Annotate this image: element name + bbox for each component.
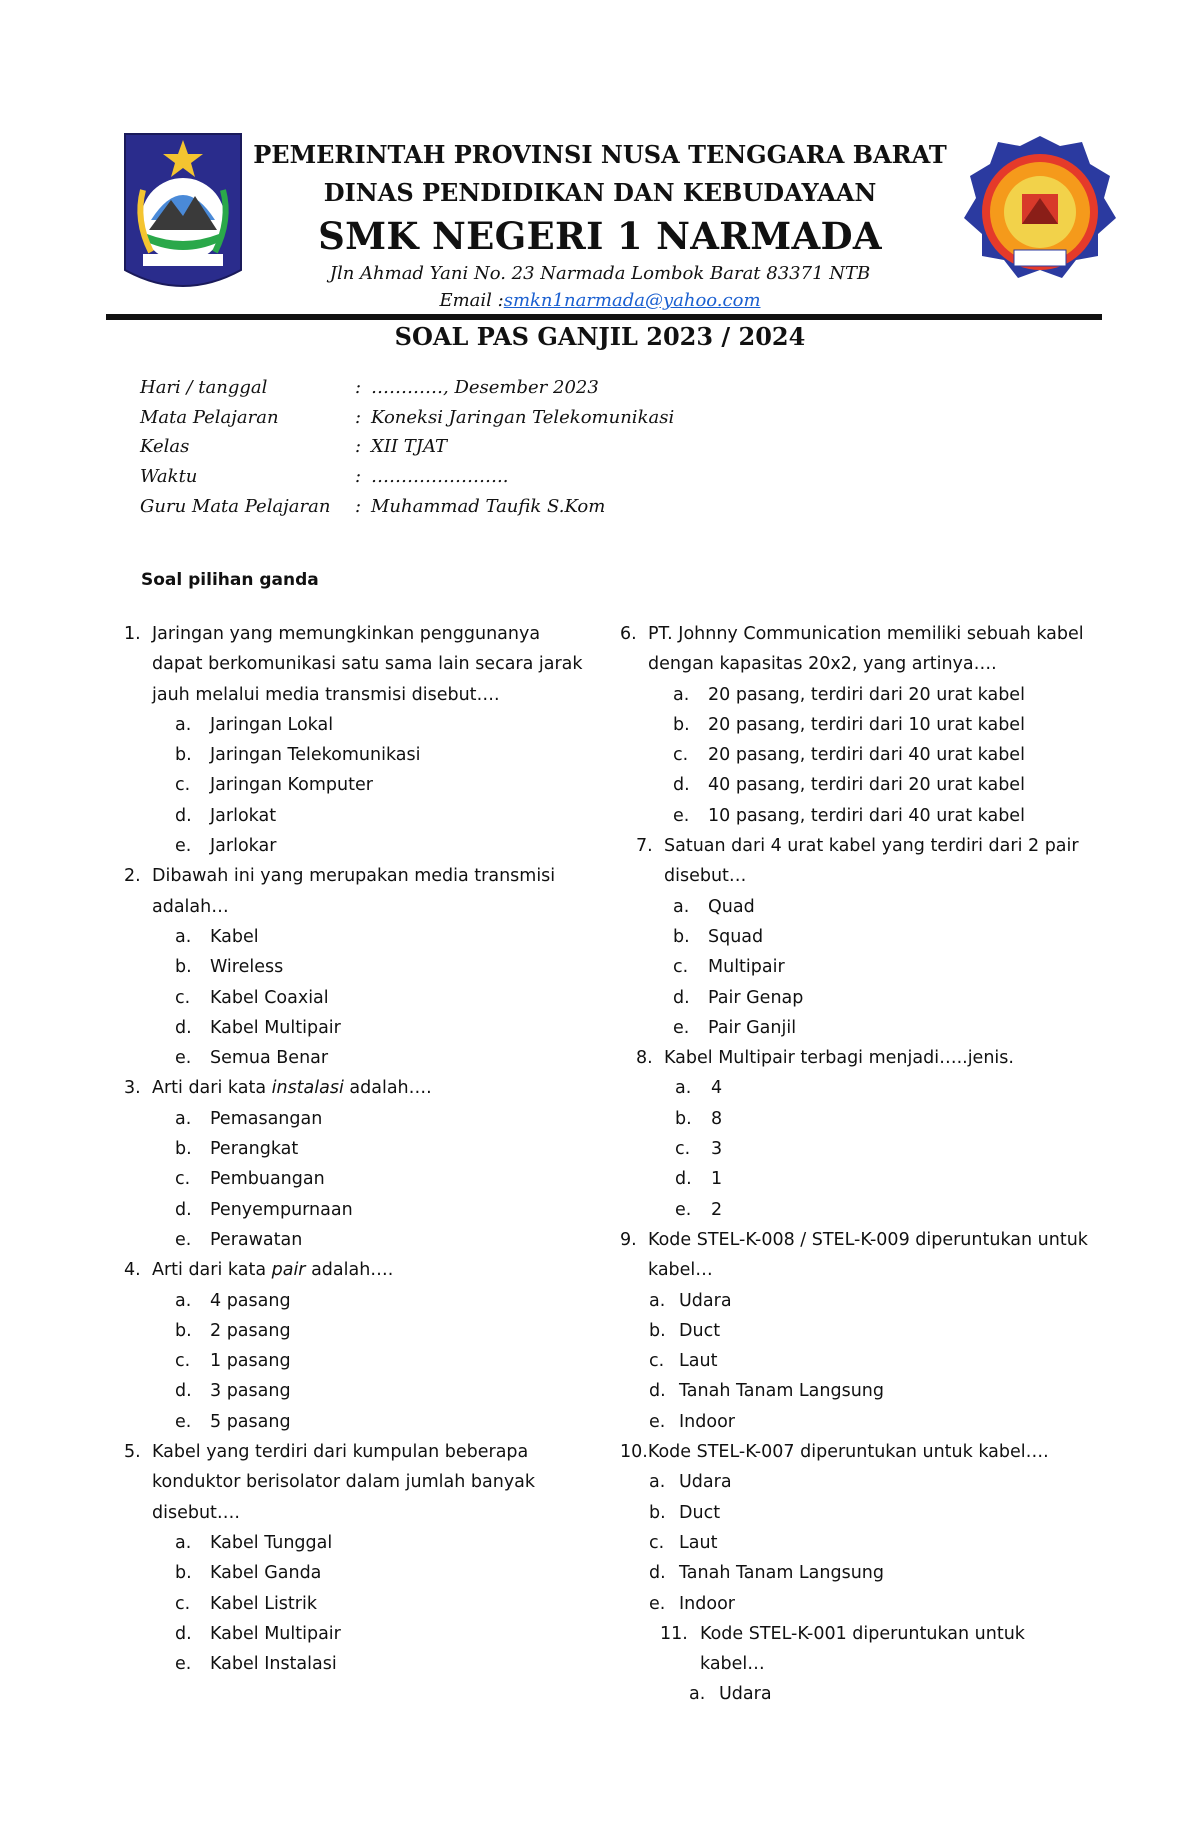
school-address: Jln Ahmad Yani No. 23 Narmada Lombok Barat 83371 NTB [329, 263, 871, 284]
info-row [140, 462, 674, 492]
option-text: Kabel [210, 926, 259, 947]
option-letter: c. [175, 1593, 191, 1614]
answer-option[interactable] [124, 740, 584, 770]
option-letter: d. [175, 1623, 192, 1644]
option-letter: a. [175, 926, 192, 947]
answer-option[interactable] [636, 892, 1090, 922]
question-number: 3. [124, 1078, 141, 1099]
option-letter: b. [673, 926, 690, 947]
answer-option[interactable] [620, 1316, 1090, 1346]
question-number: 1. [124, 624, 141, 644]
answer-option[interactable] [636, 1104, 1090, 1134]
answer-option[interactable] [124, 831, 584, 861]
question-1 [124, 619, 584, 710]
answer-option[interactable] [636, 952, 1090, 982]
option-letter: e. [175, 1411, 192, 1432]
answer-option[interactable] [124, 1286, 584, 1316]
option-letter: b. [675, 1108, 692, 1129]
option-letter: a. [649, 1290, 666, 1311]
school-email-line [0, 290, 1200, 311]
answer-option[interactable] [124, 1528, 584, 1558]
option-letter: c. [175, 775, 191, 796]
info-label: Hari / tanggal [140, 377, 268, 399]
option-letter: d. [175, 1381, 192, 1402]
answer-option[interactable] [636, 922, 1090, 952]
option-text: 20 pasang, terdiri dari 20 urat kabel [708, 684, 1025, 705]
option-letter: d. [649, 1563, 666, 1584]
answer-option[interactable] [124, 1225, 584, 1255]
option-letter: b. [175, 957, 192, 978]
answer-option[interactable] [636, 983, 1090, 1013]
info-value: XII TJAT [371, 436, 447, 458]
question-text-pre: Arti dari kata [152, 1078, 272, 1099]
info-value: …………, Desember 2023 [371, 377, 599, 399]
answer-option[interactable] [636, 1164, 1090, 1194]
info-row [140, 491, 674, 521]
answer-option[interactable] [124, 1134, 584, 1164]
option-text: Udara [719, 1684, 772, 1705]
header-department-line: DINAS PENDIDIKAN DAN KEBUDAYAAN [323, 178, 877, 207]
option-text: Squad [708, 926, 764, 947]
option-letter: d. [175, 805, 192, 826]
option-text: Wireless [210, 957, 284, 978]
option-letter: a. [673, 896, 690, 917]
answer-option[interactable] [124, 801, 584, 831]
option-letter: c. [649, 1532, 665, 1553]
answer-option[interactable] [620, 1407, 1090, 1437]
info-colon: : [355, 495, 362, 517]
info-label: Guru Mata Pelajaran [140, 495, 331, 517]
option-text: 20 pasang, terdiri dari 10 urat kabel [708, 714, 1025, 735]
option-text: Quad [708, 896, 755, 917]
answer-option[interactable] [620, 1286, 1090, 1316]
question-number: 10. [620, 1442, 648, 1463]
option-text: Tanah Tanam Langsung [679, 1381, 885, 1402]
answer-option[interactable] [636, 1134, 1090, 1164]
question-number: 8. [636, 1048, 653, 1069]
answer-option[interactable] [620, 1498, 1090, 1528]
option-letter: c. [175, 1169, 191, 1190]
option-text: Kabel Coaxial [210, 987, 329, 1008]
option-text: Kabel Multipair [210, 1623, 341, 1644]
option-letter: d. [175, 1017, 192, 1038]
question-number: 2. [124, 866, 141, 887]
info-value: Muhammad Taufik S.Kom [371, 495, 606, 517]
answer-option[interactable] [124, 922, 584, 952]
question-number: 7. [636, 836, 653, 857]
option-letter: b. [673, 714, 690, 735]
option-text: Laut [679, 1532, 718, 1553]
section-title: Soal pilihan ganda [141, 570, 319, 590]
answer-option[interactable] [636, 1013, 1090, 1043]
option-text: 20 pasang, terdiri dari 40 urat kabel [708, 745, 1025, 766]
answer-option[interactable] [620, 710, 1090, 740]
answer-option[interactable] [124, 1407, 584, 1437]
option-letter: e. [675, 1199, 692, 1220]
option-letter: a. [689, 1684, 706, 1705]
answer-option[interactable] [124, 1316, 584, 1346]
answer-option[interactable] [620, 1467, 1090, 1497]
option-text: Pair Genap [708, 987, 804, 1008]
option-letter: c. [175, 987, 191, 1008]
option-letter: e. [175, 1229, 192, 1250]
info-row [140, 403, 674, 433]
option-letter: e. [649, 1411, 666, 1432]
option-text: Kabel Multipair [210, 1017, 341, 1038]
option-text: Udara [679, 1290, 732, 1311]
exam-info-table [140, 373, 674, 521]
option-text: Indoor [679, 1411, 735, 1432]
exam-title: SOAL PAS GANJIL 2023 / 2024 [394, 322, 806, 351]
question-6 [620, 619, 1090, 680]
option-letter: d. [675, 1169, 692, 1190]
answer-option[interactable] [124, 1619, 584, 1649]
option-text: 1 [711, 1169, 723, 1190]
answer-option[interactable] [124, 983, 584, 1013]
info-row [140, 373, 674, 403]
answer-option[interactable] [620, 1346, 1090, 1376]
option-text: 2 pasang [210, 1320, 291, 1341]
answer-option[interactable] [620, 770, 1090, 800]
option-letter: e. [649, 1593, 666, 1614]
option-text: 40 pasang, terdiri dari 20 urat kabel [708, 775, 1025, 796]
option-text: 2 [711, 1199, 723, 1220]
info-label: Kelas [140, 436, 190, 458]
email-label: Email : [439, 290, 504, 311]
option-text: 1 pasang [210, 1351, 291, 1372]
question-text: Kabel Multipair terbagi menjadi…..jenis. [664, 1048, 1014, 1069]
email-link[interactable]: smkn1narmada@yahoo.com [503, 290, 761, 311]
option-text: Duct [679, 1502, 721, 1523]
option-letter: a. [175, 1532, 192, 1553]
option-letter: d. [673, 775, 690, 796]
answer-option[interactable] [620, 1589, 1090, 1619]
info-label: Mata Pelajaran [140, 406, 279, 428]
school-name: SMK NEGERI 1 NARMADA [318, 214, 882, 258]
option-letter: b. [175, 1320, 192, 1341]
option-letter: e. [673, 1017, 690, 1038]
option-text: Pemasangan [210, 1108, 323, 1129]
question-number: 6. [620, 624, 637, 644]
question-text: Satuan dari 4 urat kabel yang terdiri dari 2 pair disebut… [664, 836, 1079, 887]
info-value: Koneksi Jaringan Telekomunikasi [371, 406, 675, 428]
option-text: 10 pasang, terdiri dari 40 urat kabel [708, 805, 1025, 826]
header-government-line: PEMERINTAH PROVINSI NUSA TENGGARA BARAT [253, 140, 947, 169]
question-text: Jaringan yang memungkinkan penggunanya dapat berkomunikasi satu sama lain secara jarak jauh melalui media transmisi disebut…. [152, 624, 583, 705]
question-text-post: adalah…. [343, 1078, 432, 1099]
option-text: Penyempurnaan [210, 1199, 353, 1220]
question-4 [124, 1255, 584, 1285]
option-text: Pair Ganjil [708, 1017, 797, 1038]
question-text-post: adalah…. [305, 1260, 394, 1281]
answer-option[interactable] [620, 680, 1090, 710]
info-colon: : [355, 406, 362, 428]
question-2 [124, 861, 584, 922]
option-text: 5 pasang [210, 1411, 291, 1432]
answer-option[interactable] [124, 1589, 584, 1619]
option-letter: a. [675, 1078, 692, 1099]
answer-option[interactable] [124, 710, 584, 740]
option-letter: a. [175, 1290, 192, 1311]
answer-option[interactable] [124, 952, 584, 982]
question-10 [620, 1437, 1090, 1467]
option-text: Duct [679, 1320, 721, 1341]
question-9 [620, 1225, 1090, 1286]
answer-option[interactable] [620, 1376, 1090, 1406]
question-number: 11. [660, 1623, 688, 1644]
option-text: 3 pasang [210, 1381, 291, 1402]
question-3 [124, 1073, 584, 1103]
question-text-pre: Arti dari kata [152, 1260, 272, 1281]
option-text: Laut [679, 1351, 718, 1372]
option-letter: c. [175, 1351, 191, 1372]
question-text: Kabel yang terdiri dari kumpulan beberapa konduktor berisolator dalam jumlah banyak disebut…. [152, 1442, 536, 1523]
question-number: 4. [124, 1260, 141, 1281]
option-letter: d. [649, 1381, 666, 1402]
question-column-right [620, 619, 1090, 1710]
option-text: Semua Benar [210, 1048, 329, 1069]
option-text: Udara [679, 1472, 732, 1493]
option-letter: e. [175, 836, 192, 857]
option-letter: b. [649, 1502, 666, 1523]
option-letter: a. [649, 1472, 666, 1493]
option-text: Jaringan Telekomunikasi [210, 745, 421, 766]
question-text: Dibawah ini yang merupakan media transmisi adalah… [152, 866, 556, 917]
answer-option[interactable] [124, 1043, 584, 1073]
option-text: Jaringan Lokal [210, 714, 334, 735]
option-letter: e. [175, 1048, 192, 1069]
option-letter: b. [175, 745, 192, 766]
option-text: Pembuangan [210, 1169, 325, 1190]
question-8 [636, 1043, 1090, 1073]
option-letter: c. [675, 1139, 691, 1160]
option-text: 3 [711, 1139, 723, 1160]
answer-option[interactable] [620, 1558, 1090, 1588]
option-text: 4 [711, 1078, 723, 1099]
question-term: pair [271, 1260, 306, 1281]
option-letter: b. [175, 1563, 192, 1584]
answer-option[interactable] [124, 770, 584, 800]
option-text: Kabel Instalasi [210, 1654, 337, 1675]
info-row [140, 432, 674, 462]
info-label: Waktu [140, 466, 198, 488]
option-text: Perangkat [210, 1139, 299, 1160]
answer-option[interactable] [124, 1346, 584, 1376]
option-text: Kabel Tunggal [210, 1532, 333, 1553]
option-text: Jarlokar [210, 836, 277, 857]
question-7 [636, 831, 1090, 892]
option-text: Kabel Ganda [210, 1563, 322, 1584]
option-text: Perawatan [210, 1229, 303, 1250]
question-text: Kode STEL-K-001 diperuntukan untuk kabel… [700, 1623, 1025, 1675]
option-letter: c. [649, 1351, 665, 1372]
option-letter: d. [175, 1199, 192, 1220]
option-letter: d. [673, 987, 690, 1008]
option-letter: a. [175, 1108, 192, 1129]
answer-option[interactable] [124, 1013, 584, 1043]
option-letter: c. [673, 957, 689, 978]
answer-option[interactable] [620, 740, 1090, 770]
header-divider [106, 314, 1102, 320]
option-letter: b. [175, 1139, 192, 1160]
option-text: 8 [711, 1108, 723, 1129]
info-colon: : [355, 377, 362, 399]
question-5 [124, 1437, 584, 1528]
option-letter: c. [673, 745, 689, 766]
option-letter: e. [673, 805, 690, 826]
option-text: 4 pasang [210, 1290, 291, 1311]
question-text: Kode STEL-K-008 / STEL-K-009 diperuntukan untuk kabel… [648, 1229, 1088, 1281]
answer-option[interactable] [660, 1679, 1090, 1709]
info-colon: : [355, 436, 362, 458]
option-letter: a. [175, 714, 192, 735]
question-text: Kode STEL-K-007 diperuntukan untuk kabel…. [647, 1442, 1049, 1463]
answer-option[interactable] [124, 1195, 584, 1225]
question-number: 9. [620, 1229, 637, 1250]
answer-option[interactable] [636, 1073, 1090, 1103]
option-letter: b. [649, 1320, 666, 1341]
option-text: Multipair [708, 957, 785, 978]
option-letter: a. [673, 684, 690, 705]
answer-option[interactable] [124, 1649, 584, 1679]
question-term: instalasi [271, 1078, 344, 1099]
answer-option[interactable] [620, 801, 1090, 831]
info-value: ………………….. [371, 466, 509, 488]
option-text: Jaringan Komputer [210, 775, 373, 796]
option-text: Kabel Listrik [210, 1593, 317, 1614]
question-number: 5. [124, 1442, 141, 1463]
info-colon: : [355, 466, 362, 488]
answer-option[interactable] [124, 1376, 584, 1406]
question-11 [660, 1619, 1090, 1680]
option-text: Jarlokat [210, 805, 277, 826]
option-text: Indoor [679, 1593, 735, 1614]
question-text: PT. Johnny Communication memiliki sebuah kabel dengan kapasitas 20x2, yang artinya…. [648, 624, 1084, 675]
answer-option[interactable] [620, 1528, 1090, 1558]
option-text: Tanah Tanam Langsung [679, 1563, 885, 1584]
answer-option[interactable] [636, 1195, 1090, 1225]
answer-option[interactable] [124, 1164, 584, 1194]
answer-option[interactable] [124, 1558, 584, 1588]
question-column-left [124, 619, 584, 1679]
answer-option[interactable] [124, 1104, 584, 1134]
option-letter: e. [175, 1654, 192, 1675]
